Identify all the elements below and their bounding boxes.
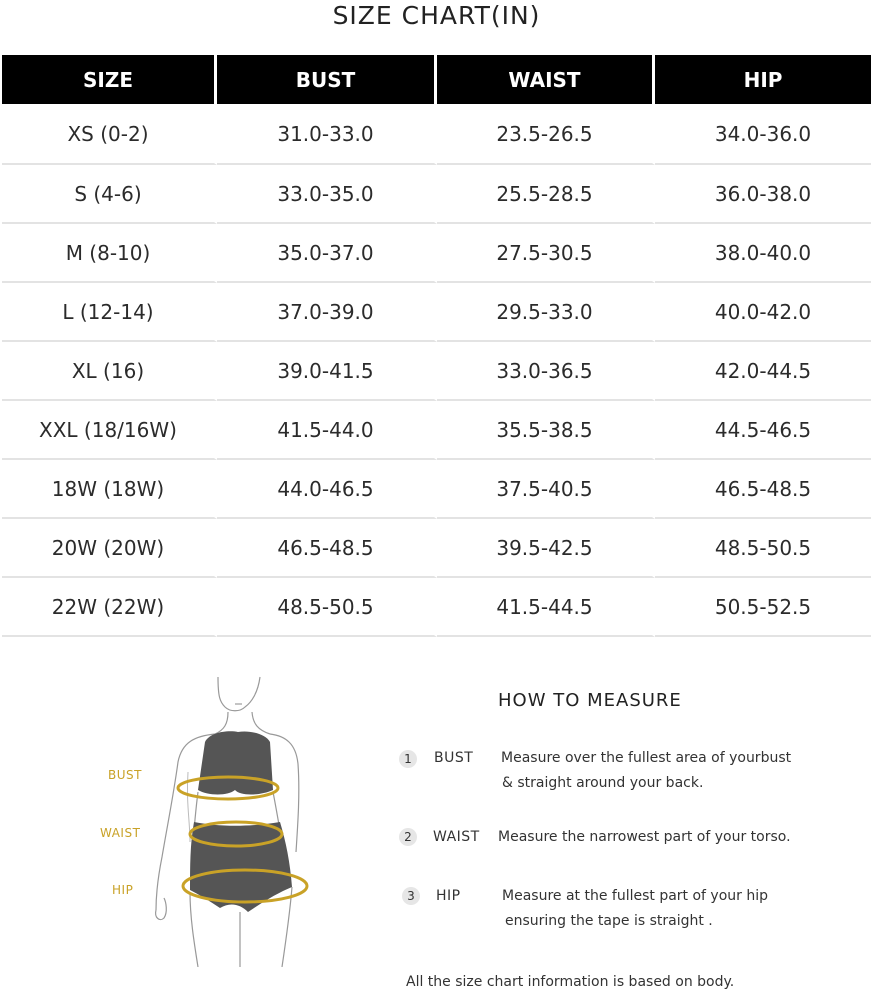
cell-size: XS (0-2) (2, 104, 217, 165)
cell-size: 20W (20W) (2, 519, 217, 578)
step-description-line: & straight around your back. (502, 775, 704, 791)
step-number-badge: 3 (402, 887, 420, 905)
cell-waist: 23.5-26.5 (437, 104, 655, 165)
body-measurement-figure (90, 672, 330, 967)
table-row (2, 578, 871, 637)
table-row (2, 401, 871, 460)
step-label: WAIST (433, 829, 480, 845)
cell-waist: 25.5-28.5 (437, 165, 655, 224)
how-to-measure-title: HOW TO MEASURE (498, 690, 682, 711)
cell-hip: 38.0-40.0 (655, 224, 871, 283)
header-hip: HIP (655, 55, 871, 104)
cell-bust: 39.0-41.5 (217, 342, 437, 401)
cell-bust: 48.5-50.5 (217, 578, 437, 637)
cell-bust: 33.0-35.0 (217, 165, 437, 224)
table-row (2, 283, 871, 342)
table-row (2, 342, 871, 401)
step-description-line: Measure at the fullest part of your hip (502, 888, 769, 904)
cell-hip: 44.5-46.5 (655, 401, 871, 460)
cell-waist: 27.5-30.5 (437, 224, 655, 283)
cell-size: 18W (18W) (2, 460, 217, 519)
header-size: SIZE (2, 55, 217, 104)
cell-waist: 39.5-42.5 (437, 519, 655, 578)
cell-size: XXL (18/16W) (2, 401, 217, 460)
table-row (2, 165, 871, 224)
cell-waist: 41.5-44.5 (437, 578, 655, 637)
cell-hip: 36.0-38.0 (655, 165, 871, 224)
cell-hip: 34.0-36.0 (655, 104, 871, 165)
body-outline-illustration (90, 672, 330, 967)
cell-size: L (12-14) (2, 283, 217, 342)
table-row (2, 460, 871, 519)
cell-waist: 35.5-38.5 (437, 401, 655, 460)
cell-hip: 40.0-42.0 (655, 283, 871, 342)
footnote: All the size chart information is based on body. (406, 974, 735, 990)
cell-hip: 48.5-50.5 (655, 519, 871, 578)
table-header-row (2, 55, 871, 104)
cell-size: XL (16) (2, 342, 217, 401)
figure-label-waist: WAIST (100, 826, 141, 840)
header-bust: BUST (217, 55, 437, 104)
step-description-line: Measure over the fullest area of yourbust (501, 750, 792, 766)
cell-hip: 42.0-44.5 (655, 342, 871, 401)
cell-hip: 46.5-48.5 (655, 460, 871, 519)
cell-waist: 33.0-36.5 (437, 342, 655, 401)
size-chart-table (2, 55, 871, 637)
step-description-line: Measure the narrowest part of your torso. (498, 829, 791, 845)
cell-bust: 35.0-37.0 (217, 224, 437, 283)
page-title: SIZE CHART(IN) (332, 1, 541, 30)
figure-label-bust: BUST (108, 768, 142, 782)
step-number-badge: 2 (399, 828, 417, 846)
step-label: BUST (434, 750, 474, 766)
cell-bust: 37.0-39.0 (217, 283, 437, 342)
cell-waist: 29.5-33.0 (437, 283, 655, 342)
cell-size: S (4-6) (2, 165, 217, 224)
step-description-line: ensuring the tape is straight . (505, 913, 713, 929)
cell-waist: 37.5-40.5 (437, 460, 655, 519)
cell-hip: 50.5-52.5 (655, 578, 871, 637)
cell-size: 22W (22W) (2, 578, 217, 637)
cell-bust: 41.5-44.0 (217, 401, 437, 460)
table-row (2, 224, 871, 283)
table-row (2, 519, 871, 578)
cell-bust: 46.5-48.5 (217, 519, 437, 578)
cell-bust: 31.0-33.0 (217, 104, 437, 165)
table-row (2, 104, 871, 165)
figure-label-hip: HIP (112, 883, 134, 897)
step-number-badge: 1 (399, 750, 417, 768)
cell-bust: 44.0-46.5 (217, 460, 437, 519)
cell-size: M (8-10) (2, 224, 217, 283)
step-label: HIP (436, 888, 461, 904)
header-waist: WAIST (437, 55, 655, 104)
